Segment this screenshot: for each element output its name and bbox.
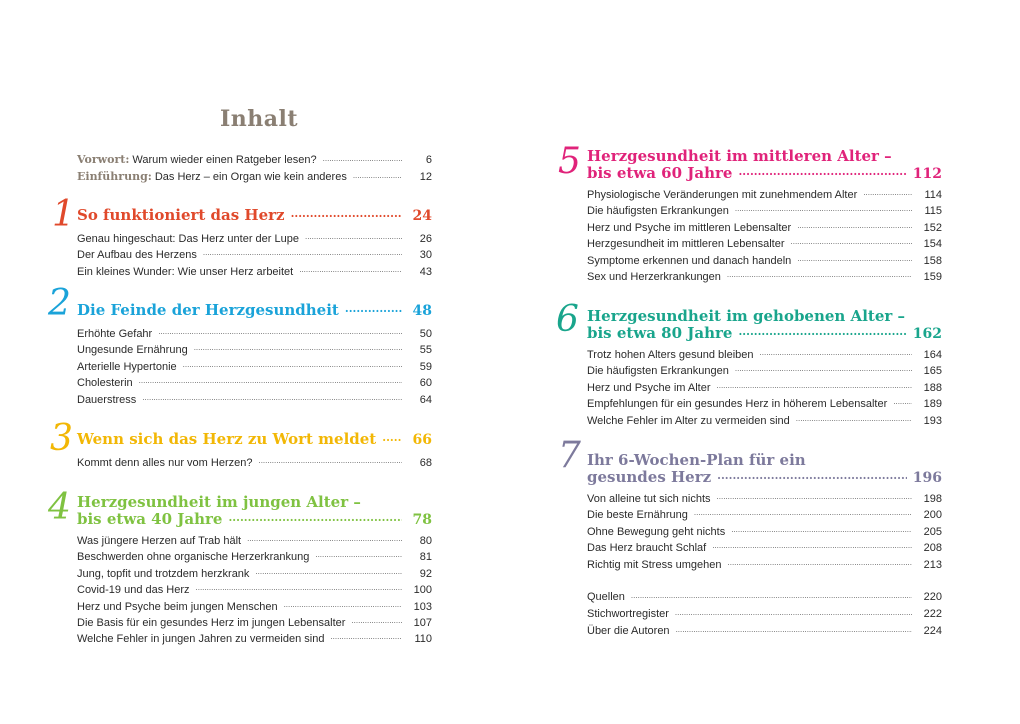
toc-entry[interactable] [587,347,942,363]
chapter-items [587,347,942,429]
entry-text: Die häufigsten Erkrankungen [587,365,729,378]
page-number: 64 [419,393,432,406]
entry-text: Genau hingeschaut: Das Herz unter der Lupe [77,233,299,245]
dot-leader [893,397,912,407]
page-number: 12 [419,171,432,183]
page-title: Inhalt [220,106,299,132]
entry-text: Sex und Herzerkrankungen [587,270,721,283]
chapter-items [77,455,432,471]
dot-leader [712,541,912,551]
toc-entry[interactable] [77,375,432,391]
toc-entry[interactable] [587,363,942,379]
entry-text: Ohne Bewegung geht nichts [587,525,726,538]
entry-text: Symptome erkennen und danach handeln [587,254,792,267]
entry-text: Von alleine tut sich nichts [587,493,711,505]
chapter-page: 196 [912,470,942,486]
toc-entry[interactable] [77,599,432,615]
dot-leader [738,328,906,338]
dot-leader [284,600,402,610]
toc-entry[interactable] [77,631,432,647]
entry-text: Die häufigsten Erkrankungen [587,205,729,218]
intro-text: Das Herz – ein Organ wie kein anderes [154,171,347,183]
toc-intro-introduction[interactable] [77,168,432,185]
dot-leader [676,624,912,634]
entry-text: Herz und Psyche im Alter [587,381,711,394]
chapter-title-line: gesundes Herz [587,468,712,486]
dot-leader [797,254,912,264]
chapter-number: 3 [50,418,73,459]
page-number: 43 [419,265,432,278]
toc-entry[interactable] [587,557,942,573]
toc-entry[interactable] [587,236,942,252]
entry-text: Dauerstress [77,393,137,406]
page-number: 198 [923,493,942,505]
entry-text: Herzgesundheit im mittleren Lebensalter [587,238,785,251]
dot-leader [330,632,402,642]
page-number: 165 [923,365,942,378]
dot-leader [382,434,402,444]
toc-entry[interactable] [587,524,942,540]
page-number: 50 [419,328,432,340]
dot-leader [797,221,912,231]
entry-text: Quellen [587,591,625,603]
chapter-title-line: bis etwa 60 Jahre [587,164,733,182]
chapter-page: 48 [412,303,432,319]
chapter-number: 2 [48,283,71,324]
page-number: 154 [923,238,942,251]
page-number: 205 [923,525,942,538]
intro-label: Vorwort: [77,153,130,166]
toc-entry[interactable] [587,507,942,523]
chapter-title-line: Herzgesundheit im mittleren Alter – [587,147,892,165]
chapter-items [77,231,432,280]
page-number: 200 [923,509,942,522]
entry-text: Kommt denn alles nur vom Herzen? [77,457,253,469]
toc-entry[interactable] [587,623,942,640]
chapter-title-line: So funktioniert das Herz [77,206,285,224]
dot-leader [142,393,402,403]
page-number: 107 [413,616,432,629]
chapter-title-line: Die Feinde der Herzgesundheit [77,301,339,319]
dot-leader [247,534,402,544]
dot-leader [258,456,402,466]
intro-label: Einführung: [77,170,152,183]
dot-leader [255,567,402,577]
dot-leader [738,168,906,178]
dot-leader [717,472,907,482]
entry-text: Covid-19 und das Herz [77,584,190,597]
dot-leader [194,343,402,353]
chapter-page: 24 [412,208,432,224]
entry-text: Richtig mit Stress umgehen [587,558,722,571]
dot-leader [353,170,402,180]
page-number: 220 [923,591,942,603]
chapter-page: 66 [412,432,432,448]
chapter-number: 6 [556,299,579,340]
toc-entry[interactable] [587,253,942,269]
dot-leader [791,237,913,247]
chapter-title[interactable] [587,452,942,487]
page-number: 80 [419,535,432,547]
toc-entry[interactable] [587,269,942,285]
dot-leader [183,360,402,370]
entry-text: Jung, topfit und trotzdem herzkrank [77,567,250,580]
entry-text: Die beste Ernährung [587,509,688,522]
chapter-page: 112 [912,166,942,182]
dot-leader [345,305,402,315]
page-number: 193 [923,414,942,427]
entry-text: Herz und Psyche im mittleren Lebensalter [587,221,792,234]
chapter-title-line: bis etwa 40 Jahre [77,510,223,528]
dot-leader [694,508,912,518]
page-number: 26 [419,233,432,245]
toc-entry[interactable] [587,413,942,429]
page-number: 224 [923,625,942,637]
entry-text: Welche Fehler in jungen Jahren zu vermeiden sind [77,633,325,646]
toc-entry[interactable] [587,540,942,556]
entry-text: Erhöhte Gefahr [77,328,153,340]
toc-entry[interactable] [77,326,432,342]
chapter-title-line: Herzgesundheit im gehobenen Alter – [587,307,905,325]
page-number: 103 [413,600,432,613]
chapter-items [587,187,942,285]
toc-entry[interactable] [77,533,432,549]
dot-leader [305,232,402,242]
page-number: 59 [419,360,432,373]
entry-text: Welche Fehler im Alter zu vermeiden sind [587,414,790,427]
chapter-items [77,326,432,408]
toc-entry[interactable] [77,566,432,582]
toc-entry[interactable] [77,392,432,408]
page-number: 208 [923,542,942,555]
toc-entry[interactable] [77,455,432,471]
page-number: 188 [923,381,942,394]
dot-leader [203,248,402,258]
dot-leader [735,204,912,214]
entry-text: Cholesterin [77,377,133,390]
dot-leader [728,558,913,568]
page-number: 115 [924,205,942,218]
entry-text: Herz und Psyche beim jungen Menschen [77,600,278,613]
entry-text: Arterielle Hypertonie [77,360,177,373]
toc-entry[interactable] [77,231,432,247]
entry-text: Über die Autoren [587,625,670,637]
dot-leader [717,381,913,391]
dot-leader [315,550,402,560]
back-matter [587,589,942,640]
page-number: 114 [924,189,942,201]
chapter-title[interactable] [77,302,432,320]
entry-text: Stichwortregister [587,608,669,620]
page-number: 213 [923,558,942,571]
toc-intro-foreword[interactable] [77,151,432,168]
toc-entry[interactable] [77,342,432,358]
toc-entry[interactable] [587,606,942,623]
dot-leader [158,327,402,337]
entry-text: Beschwerden ohne organische Herzerkrankung [77,551,310,564]
page-number: 189 [923,398,942,411]
entry-text: Der Aufbau des Herzens [77,249,197,262]
toc-entry[interactable] [587,589,942,606]
chapter-items [77,533,432,648]
entry-text: Das Herz braucht Schlaf [587,542,707,555]
entry-text: Empfehlungen für ein gesundes Herz in höherem Lebensalter [587,398,888,411]
chapter-number: 4 [48,487,71,528]
chapter-title[interactable] [77,431,432,449]
chapter-title[interactable] [77,494,432,529]
dot-leader [735,364,912,374]
toc-entry[interactable] [587,380,942,396]
dot-leader [863,188,912,198]
page-number: 110 [414,633,432,646]
toc-entry[interactable] [587,491,942,507]
entry-text: Die Basis für ein gesundes Herz im jungen Lebensalter [77,616,346,629]
page-number: 164 [923,349,942,361]
toc-entry[interactable] [77,549,432,565]
dot-leader [299,265,402,275]
page-number: 152 [923,221,942,234]
toc-entry[interactable] [587,203,942,219]
chapter-page: 78 [412,512,432,528]
toc-entry[interactable] [77,359,432,375]
dot-leader [323,153,402,163]
dot-leader [291,210,402,220]
page-number: 159 [923,270,942,283]
toc-entry[interactable] [587,220,942,236]
chapter-title-line: Herzgesundheit im jungen Alter – [77,493,361,511]
page-number: 158 [923,254,942,267]
chapter-title-line: Wenn sich das Herz zu Wort meldet [77,430,377,448]
dot-leader [760,348,912,358]
dot-leader [351,616,402,626]
page-number: 30 [419,249,432,262]
dot-leader [631,590,912,600]
entry-text: Ungesunde Ernährung [77,344,188,357]
dot-leader [731,525,912,535]
chapter-title[interactable] [587,148,942,183]
chapter-number: 1 [52,194,75,235]
chapter-title[interactable] [587,308,942,343]
page-number: 100 [413,584,432,597]
chapter-number: 5 [558,141,581,182]
dot-leader [228,514,402,524]
intro-text: Warum wieder einen Ratgeber lesen? [132,154,317,166]
entry-text: Trotz hohen Alters gesund bleiben [587,349,754,361]
page-number: 92 [419,567,432,580]
page-number: 68 [419,457,432,469]
dot-leader [139,376,402,386]
entry-text: Ein kleines Wunder: Wie unser Herz arbeitet [77,265,294,278]
toc-entry[interactable] [77,264,432,280]
toc-entry[interactable] [587,396,942,412]
dot-leader [675,607,912,617]
chapter-title-line: Ihr 6-Wochen-Plan für ein [587,451,806,469]
toc-entry[interactable] [77,582,432,598]
page-number: 60 [419,377,432,390]
toc-entry[interactable] [587,187,942,203]
dot-leader [727,270,912,280]
page-number: 81 [419,551,432,564]
dot-leader [717,492,912,502]
chapter-number: 7 [558,435,581,476]
entry-text: Physiologische Veränderungen mit zunehmendem Alter [587,189,858,201]
chapter-title[interactable] [77,207,432,225]
toc-entry[interactable] [77,247,432,263]
chapter-title-line: bis etwa 80 Jahre [587,324,733,342]
page-number: 6 [425,154,432,166]
toc-entry[interactable] [77,615,432,631]
entry-text: Was jüngere Herzen auf Trab hält [77,535,242,547]
page-number: 222 [923,608,942,620]
page-number: 55 [419,344,432,357]
chapter-page: 162 [912,326,942,342]
dot-leader [196,583,402,593]
chapter-items [587,491,942,573]
dot-leader [796,414,912,424]
